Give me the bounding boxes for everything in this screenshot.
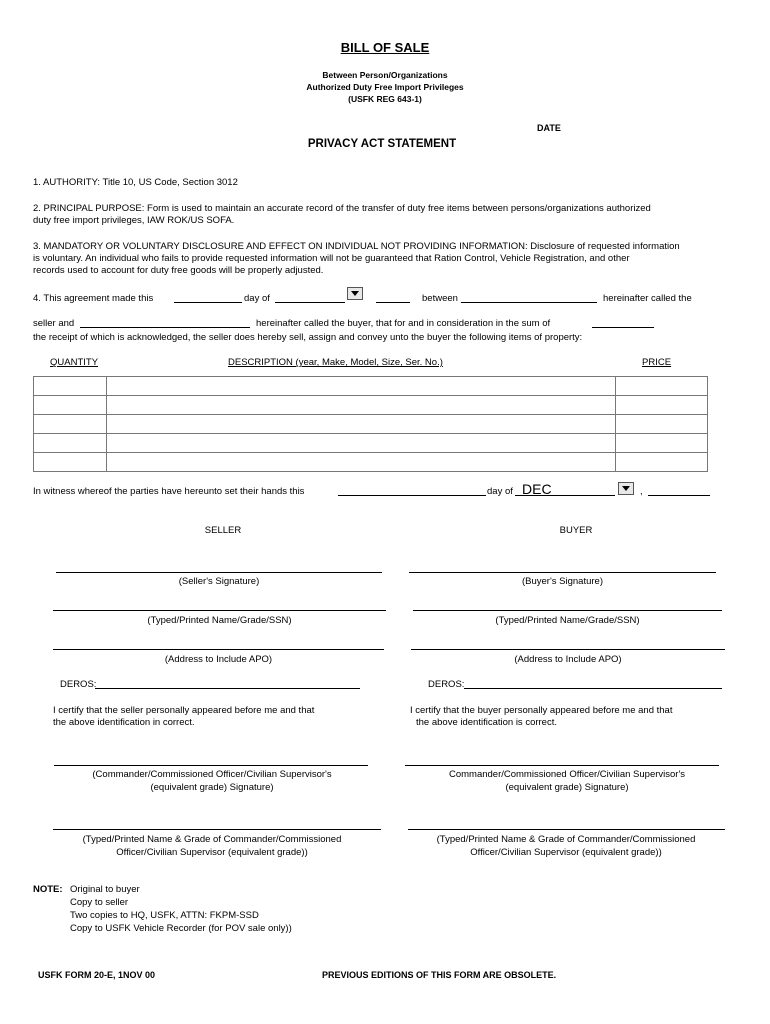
quantity-cell[interactable] — [34, 396, 107, 415]
seller-deros-field[interactable] — [95, 688, 360, 689]
witness-comma: , — [640, 486, 643, 497]
seller-name-field[interactable] — [461, 302, 597, 303]
buyer-name-field[interactable] — [80, 327, 250, 328]
buyer-deros-field[interactable] — [464, 688, 722, 689]
date-label: DATE — [537, 123, 561, 133]
seller-signature-field[interactable] — [56, 572, 382, 573]
seller-name-grade-label: (Typed/Printed Name/Grade/SSN) — [147, 615, 292, 626]
buyer-name-grade-label: (Typed/Printed Name/Grade/SSN) — [495, 615, 640, 626]
agreement-day-of-label: day of — [244, 293, 270, 304]
witness-day-field[interactable] — [338, 495, 486, 496]
seller-certify-line-1: I certify that the seller personally appeared before me and that — [53, 705, 315, 716]
quantity-cell[interactable] — [34, 377, 107, 396]
seller-address-field[interactable] — [53, 649, 384, 650]
seller-name-grade-field[interactable] — [53, 610, 386, 611]
seller-heading: SELLER — [204, 525, 242, 536]
buyer-commander-signature-line-2: (equivalent grade) Signature) — [505, 782, 629, 793]
agreement-start-text: 4. This agreement made this — [33, 293, 154, 304]
form-title: BILL OF SALE — [340, 40, 430, 55]
price-cell[interactable] — [615, 396, 707, 415]
price-column-header: PRICE — [642, 357, 672, 368]
seller-commander-signature-line-1: (Commander/Commissioned Officer/Civilian Supervisor's — [92, 769, 332, 780]
buyer-deros-label: DEROS: — [428, 679, 465, 690]
buyer-certify-line-2: the above identification is correct. — [416, 717, 557, 728]
purpose-paragraph-line-2: duty free import privileges, IAW ROK/US SOFA. — [33, 215, 235, 226]
receipt-text: the receipt of which is acknowledged, the seller does hereby sell, assign and convey unto the buyer the following items of property: — [33, 332, 583, 343]
description-cell[interactable] — [106, 415, 615, 434]
seller-commander-signature-field[interactable] — [54, 765, 368, 766]
agreement-day-field[interactable] — [174, 302, 242, 303]
hereinafter-called-label: hereinafter called the — [603, 293, 692, 304]
between-label: between — [422, 293, 458, 304]
buyer-heading: BUYER — [559, 525, 593, 536]
witness-month-value: DEC — [522, 481, 552, 497]
table-row — [34, 396, 708, 415]
disclosure-paragraph-line-1: 3. MANDATORY OR VOLUNTARY DISCLOSURE AND EFFECT ON INDIVIDUAL NOT PROVIDING INFORMATION: Disclosure of requested information — [33, 241, 680, 252]
witness-day-of-label: day of — [487, 486, 513, 497]
form-identifier: USFK FORM 20-E, 1NOV 00 — [38, 970, 156, 980]
description-cell[interactable] — [106, 396, 615, 415]
buyer-commander-signature-field[interactable] — [405, 765, 719, 766]
price-cell[interactable] — [615, 453, 707, 472]
seller-and-label: seller and — [33, 318, 75, 329]
quantity-cell[interactable] — [34, 434, 107, 453]
subtitle-line-1: Between Person/Organizations — [322, 70, 448, 80]
description-cell[interactable] — [106, 434, 615, 453]
buyer-commander-signature-line-1: Commander/Commissioned Officer/Civilian Supervisor's — [448, 769, 686, 780]
buyer-address-field[interactable] — [411, 649, 725, 650]
subtitle-line-3: (USFK REG 643-1) — [348, 94, 422, 104]
items-table — [33, 376, 708, 472]
seller-commander-name-line-2: Officer/Civilian Supervisor (equivalent grade)) — [116, 847, 308, 858]
buyer-commander-name-line-1: (Typed/Printed Name & Grade of Commander/Commissioned — [436, 834, 696, 845]
table-row — [34, 415, 708, 434]
subtitle-line-2: Authorized Duty Free Import Privileges — [306, 82, 464, 92]
note-line-3: Two copies to HQ, USFK, ATTN: FKPM-SSD — [70, 910, 259, 921]
authority-paragraph: 1. AUTHORITY: Title 10, US Code, Section 3012 — [33, 177, 238, 188]
disclosure-paragraph-line-3: records used to account for duty free goods will be properly adjusted. — [33, 265, 324, 276]
seller-commander-name-field[interactable] — [53, 829, 381, 830]
note-label: NOTE: — [33, 884, 63, 895]
quantity-cell[interactable] — [34, 453, 107, 472]
buyer-commander-name-line-2: Officer/Civilian Supervisor (equivalent grade)) — [470, 847, 662, 858]
table-row — [34, 434, 708, 453]
buyer-signature-field[interactable] — [409, 572, 716, 573]
note-line-2: Copy to seller — [70, 897, 129, 908]
seller-signature-label: (Seller's Signature) — [178, 576, 260, 587]
agreement-month-field[interactable] — [275, 302, 345, 303]
buyer-signature-label: (Buyer's Signature) — [521, 576, 603, 587]
purpose-paragraph-line-1: 2. PRINCIPAL PURPOSE: Form is used to maintain an accurate record of the transfer of duty free items between persons/organizations authorized — [33, 203, 651, 214]
description-cell[interactable] — [106, 377, 615, 396]
witness-year-field[interactable] — [648, 495, 710, 496]
buyer-address-label: (Address to Include APO) — [514, 654, 622, 665]
buyer-commander-name-field[interactable] — [408, 829, 725, 830]
table-row — [34, 377, 708, 396]
price-cell[interactable] — [615, 434, 707, 453]
quantity-column-header: QUANTITY — [50, 357, 99, 368]
price-cell[interactable] — [615, 377, 707, 396]
seller-commander-name-line-1: (Typed/Printed Name & Grade of Commander/Commissioned — [82, 834, 342, 845]
note-line-4: Copy to USFK Vehicle Recorder (for POV sale only)) — [70, 923, 292, 934]
table-row — [34, 453, 708, 472]
seller-commander-signature-line-2: (equivalent grade) Signature) — [150, 782, 274, 793]
buyer-certify-line-1: I certify that the buyer personally appeared before me and that — [410, 705, 673, 716]
privacy-act-title: PRIVACY ACT STATEMENT — [307, 138, 457, 150]
obsolete-notice: PREVIOUS EDITIONS OF THIS FORM ARE OBSOLETE. — [322, 970, 557, 980]
seller-certify-line-2: the above identification in correct. — [53, 717, 195, 728]
buyer-name-grade-field[interactable] — [413, 610, 722, 611]
buyer-consideration-text: hereinafter called the buyer, that for and in consideration in the sum of — [256, 318, 551, 329]
price-cell[interactable] — [615, 415, 707, 434]
note-line-1: Original to buyer — [70, 884, 140, 895]
description-cell[interactable] — [106, 453, 615, 472]
description-column-header: DESCRIPTION (year, Make, Model, Size, Ser. No.) — [228, 357, 443, 368]
quantity-cell[interactable] — [34, 415, 107, 434]
month-dropdown-icon[interactable] — [347, 287, 363, 300]
witness-month-dropdown-icon[interactable] — [618, 482, 634, 495]
witness-text: In witness whereof the parties have hereunto set their hands this — [33, 486, 305, 497]
seller-deros-label: DEROS: — [60, 679, 97, 690]
disclosure-paragraph-line-2: is voluntary. An individual who fails to provide requested information will not be guaranteed that Ration Control, Vehicle Registration, and other — [33, 253, 630, 264]
agreement-year-field[interactable] — [376, 302, 410, 303]
seller-address-label: (Address to Include APO) — [164, 654, 273, 665]
sum-amount-field[interactable] — [592, 327, 654, 328]
